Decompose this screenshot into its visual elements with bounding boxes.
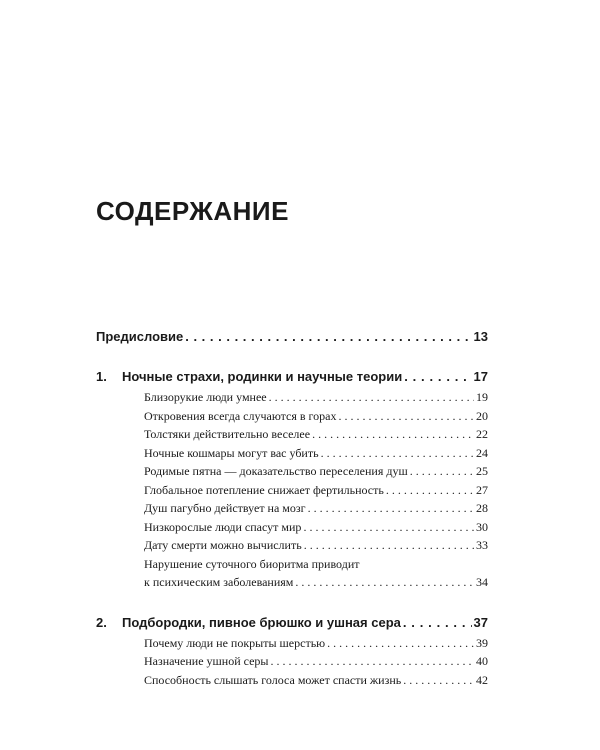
toc-entry-row[interactable]: [96, 634, 488, 653]
toc-chapter-row[interactable]: [96, 366, 488, 388]
dot-leader: [312, 425, 474, 444]
dot-leader: [304, 536, 474, 555]
table-of-contents: [96, 324, 488, 689]
dot-leader: [295, 573, 474, 592]
toc-entry-row[interactable]: [96, 407, 488, 426]
chapter-title: Подбородки, пивное брюшко и ушная сера: [122, 614, 401, 630]
entry-title-continuation: [144, 573, 488, 592]
toc-entry-row[interactable]: [96, 499, 488, 518]
chapter-block-1: [96, 366, 488, 592]
toc-preface-row[interactable]: [96, 324, 488, 350]
toc-page-number: 30: [476, 519, 488, 534]
toc-page-number: 25: [476, 464, 488, 478]
toc-page-number: 19: [476, 390, 488, 404]
toc-entry-row[interactable]: [96, 388, 488, 407]
toc-page-number: 27: [476, 482, 488, 497]
dot-leader: [403, 671, 474, 690]
entry-title: Способность слышать голоса может спасти жизнь: [144, 672, 402, 687]
entry-title: Назначение ушной серы: [144, 654, 269, 668]
entry-title: Глобальное потепление снижает фертильность: [144, 482, 384, 497]
entry-title: Близорукие люди умнее: [144, 390, 267, 404]
page-title: СОДЕРЖАНИЕ: [96, 196, 289, 226]
toc-page-number: 24: [476, 445, 488, 460]
toc-entry-row[interactable]: [96, 425, 488, 444]
toc-entry-row[interactable]: [96, 462, 488, 481]
chapter-number: 2.: [96, 614, 107, 630]
toc-entry-row[interactable]: [96, 444, 488, 463]
toc-page-number: 22: [476, 427, 488, 441]
toc-page-number: 13: [473, 329, 488, 344]
dot-leader: [270, 652, 474, 671]
chapter-block-2: [96, 612, 488, 690]
toc-page-number: 28: [476, 501, 488, 515]
dot-leader: [339, 407, 474, 426]
entry-title: Толстяки действительно веселее: [144, 427, 311, 441]
toc-page-number: 40: [476, 654, 488, 668]
chapter-number: 1.: [96, 369, 107, 384]
dot-leader: [403, 612, 472, 634]
spacer: [96, 350, 488, 366]
toc-page-number: 34: [476, 575, 488, 589]
entry-title-line-2: к психическим заболеваниям: [144, 575, 294, 589]
dot-leader: [410, 462, 474, 481]
dot-leader: [185, 324, 471, 350]
entry-title: Дату смерти можно вычислить: [144, 538, 302, 552]
toc-page-number: 20: [476, 408, 488, 423]
toc-entry-row[interactable]: [96, 481, 488, 500]
entry-title-line-1: Нарушение суточного биоритма приводит: [144, 556, 360, 571]
toc-page-number: 33: [476, 538, 488, 552]
toc-page-number: 17: [473, 369, 488, 384]
dot-leader: [321, 444, 474, 463]
toc-entry-row[interactable]: [96, 536, 488, 555]
dot-leader: [386, 481, 474, 500]
toc-page-number: 39: [476, 635, 488, 650]
toc-page-number: 42: [476, 672, 488, 687]
toc-preface-label: Предисловие: [96, 329, 184, 344]
chapter-title: Ночные страхи, родинки и научные теории: [122, 369, 403, 384]
dot-leader: [327, 634, 474, 653]
dot-leader: [269, 388, 474, 407]
dot-leader: [404, 366, 471, 388]
entry-title: Ночные кошмары могут вас убить: [144, 445, 319, 460]
toc-chapter-row[interactable]: [96, 612, 488, 634]
entry-title: Низкорослые люди спасут мир: [144, 519, 302, 534]
spacer: [96, 592, 488, 612]
dot-leader: [303, 518, 474, 537]
entry-title: Откровения всегда случаются в горах: [144, 408, 337, 423]
toc-entry-row[interactable]: [96, 518, 488, 537]
entry-title: Почему люди не покрыты шерстью: [144, 635, 326, 650]
toc-entry-row-multiline[interactable]: [96, 555, 488, 592]
toc-page-number: 37: [473, 614, 488, 630]
entry-title: Душ пагубно действует на мозг: [144, 501, 306, 515]
toc-entry-row[interactable]: [96, 671, 488, 690]
toc-entry-row[interactable]: [96, 652, 488, 671]
entry-title: Родимые пятна — доказательство переселения душ: [144, 464, 408, 478]
dot-leader: [308, 499, 474, 518]
